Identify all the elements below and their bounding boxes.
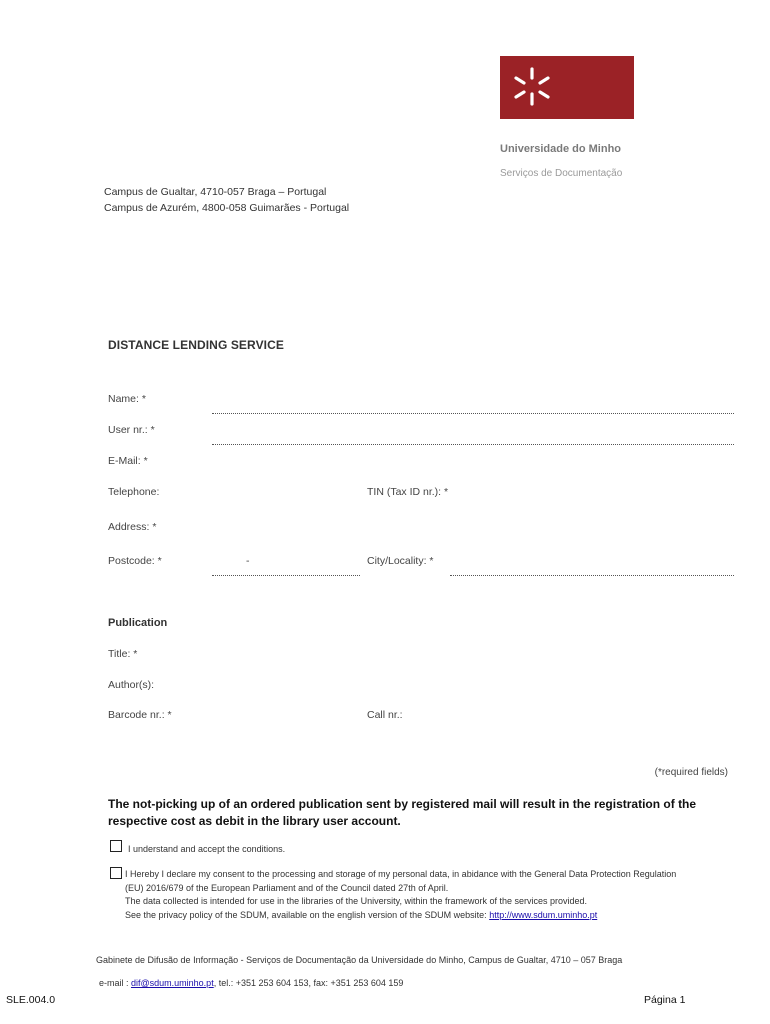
title-label: Title: *	[108, 648, 138, 660]
consent-line-3: The data collected is intended for use in the libraries of the University, within the framework of the services provided.	[125, 896, 588, 906]
user-nr-label: User nr.: *	[108, 424, 155, 436]
tin-label: TIN (Tax ID nr.): *	[367, 486, 449, 498]
logo-mark-icon	[512, 66, 562, 112]
consent-line-2: (EU) 2016/679 of the European Parliament and of the Council dated 27th of April.	[125, 882, 449, 893]
address-azurem: Campus de Azurém, 4800-058 Guimarães - Portugal	[104, 202, 350, 214]
call-nr-field[interactable]	[455, 709, 735, 723]
email-label: E-Mail: *	[108, 455, 148, 467]
consent-line-4	[125, 909, 745, 923]
footer-email-prefix: e-mail :	[99, 978, 132, 988]
title-field[interactable]	[212, 648, 734, 662]
data-consent-text	[125, 868, 745, 922]
accept-conditions-label: I understand and accept the conditions.	[128, 844, 286, 854]
form-title: DISTANCE LENDING SERVICE	[108, 338, 284, 352]
document-code: SLE.004.0	[6, 994, 56, 1006]
name-label: Name: *	[108, 393, 146, 405]
city-field[interactable]	[450, 575, 734, 576]
address-label: Address: *	[108, 521, 157, 533]
pickup-warning: The not-picking up of an ordered publication sent by registered mail will result in the registration of the respective cost as debit in the library user account.	[108, 797, 697, 828]
name-field[interactable]	[212, 413, 734, 414]
authors-label: Author(s):	[108, 679, 155, 691]
footer-contacts	[99, 978, 403, 988]
authors-field[interactable]	[212, 679, 734, 693]
call-nr-label: Call nr.:	[367, 709, 403, 721]
footer-address: Gabinete de Difusão de Informação - Serviços de Documentação da Universidade do Minho, Campus de Gualtar, 4710 – 057 Braga	[96, 955, 623, 965]
address-gualtar: Campus de Gualtar, 4710-057 Braga – Portugal	[104, 186, 327, 198]
city-label: City/Locality: *	[367, 555, 434, 567]
footer-phone-fax: , tel.: +351 253 604 153, fax: +351 253 604 159	[213, 978, 404, 988]
telephone-label: Telephone:	[108, 486, 160, 498]
footer-email-link[interactable]: dif@sdum.uminho.pt	[131, 978, 214, 988]
address-field[interactable]	[212, 521, 734, 535]
university-logo	[500, 56, 634, 119]
data-consent-checkbox[interactable]	[110, 867, 122, 879]
telephone-field[interactable]	[212, 486, 352, 500]
consent-line-1: I Hereby I declare my consent to the processing and storage of my personal data, in abidance with the General Data Protection Regulation	[125, 869, 677, 879]
consent-line-4-text: See the privacy policy of the SDUM, available on the english version of the SDUM website:	[125, 909, 490, 920]
tin-field[interactable]	[455, 486, 735, 500]
accept-conditions-checkbox[interactable]	[110, 840, 122, 852]
department-name: Serviços de Documentação	[500, 168, 623, 179]
postcode-separator: -	[246, 555, 250, 567]
university-name: Universidade do Minho	[500, 143, 622, 155]
sdum-website-link[interactable]: http://www.sdum.uminho.pt	[489, 909, 598, 920]
user-nr-field[interactable]	[212, 444, 734, 445]
postcode-label: Postcode: *	[108, 555, 162, 567]
barcode-field[interactable]	[212, 709, 352, 723]
postcode-field[interactable]	[212, 575, 360, 576]
barcode-label: Barcode nr.: *	[108, 709, 172, 721]
email-field[interactable]	[212, 455, 734, 469]
required-fields-note: (*required fields)	[654, 767, 728, 778]
publication-heading: Publication	[108, 617, 168, 629]
page-number: Página 1	[644, 994, 686, 1006]
